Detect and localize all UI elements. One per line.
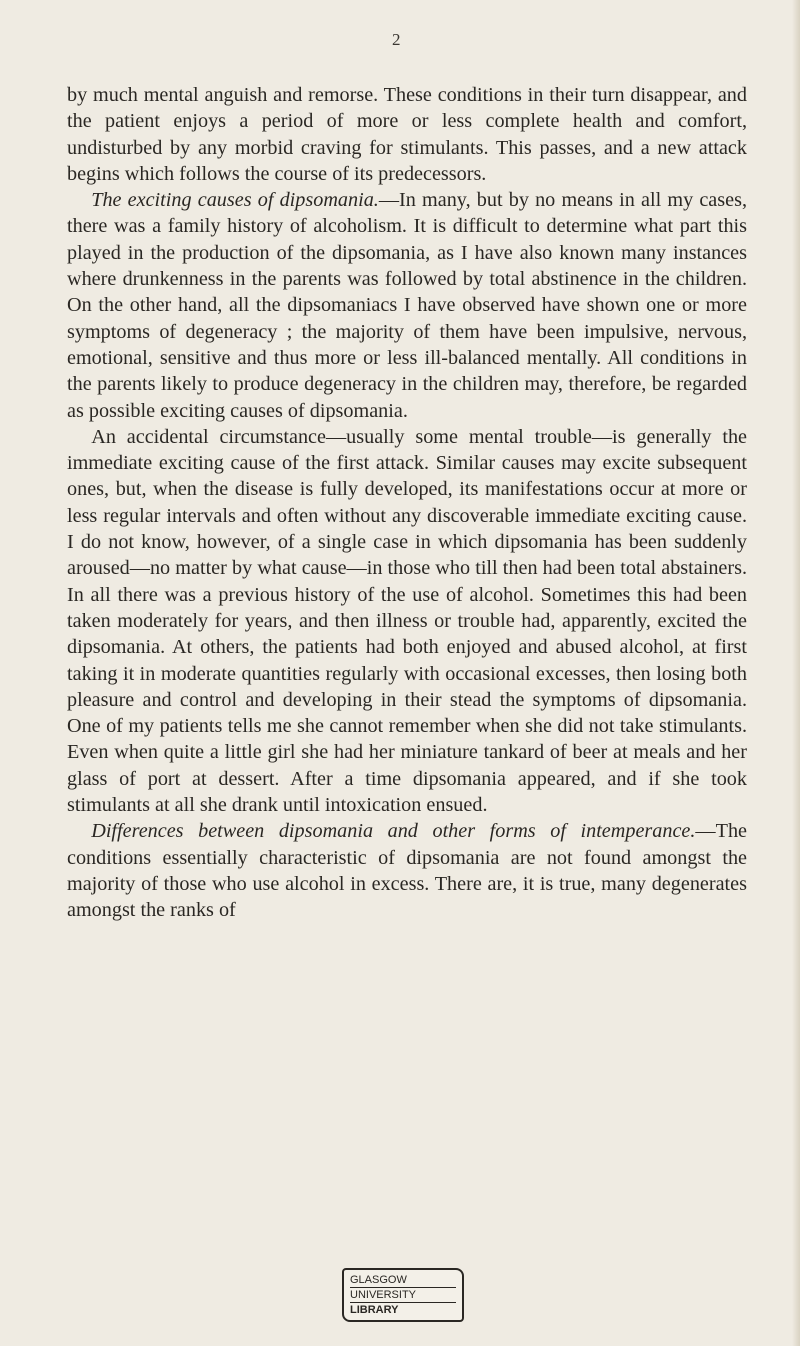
paragraph-3: [67, 424, 747, 818]
paragraph-text: by much mental anguish and remorse. These conditions in their turn disappear, and the patient enjoys a period of more or less complete health and comfort, undisturbed by any morbid craving for stimulants. This passes, and a new attack begins which follows the course of its predecessors.: [67, 84, 747, 185]
body-text: [67, 82, 747, 924]
paragraph-2: [67, 187, 747, 424]
stamp-line-2: UNIVERSITY: [350, 1289, 417, 1301]
page-edge-shadow: [792, 0, 800, 1346]
paragraph-text: An accidental circumstance—usually some mental trouble—is generally the immediate exciting cause of the first attack. Similar causes may excite subsequent ones, but, when the disease is fully developed, its manifestations occur at more or less regular intervals and often without any discoverable immediate exciting cause. I do not know, however, of a single case in which dipsomania has been suddenly aroused—no matter by what cause—in those who till then had been total abstainers. In all there was a previous history of the use of alcohol. Sometimes this had been taken moderately for years, and then illness or trouble had, apparently, excited the dipsomania. At others, the patients had both enjoyed and abused alcohol, at first taking it in moderate quantities regularly with occasional excesses, then losing both pleasure and control and developing in their stead the symptoms of dipsomania. One of my patients tells me she cannot remember when she did not take stimulants. Even when quite a little girl she had her miniature tankard of beer at meals and her glass of port at dessert. After a time dipsomania appeared, and if she took stimulants at all she drank until intoxication ensued.: [67, 425, 747, 817]
run-in-heading: The exciting causes of dipsomania.: [91, 189, 379, 212]
paragraph-4: [67, 818, 747, 923]
paragraph-text: —In many, but by no means in all my cases, there was a family history of alcoholism. It is difficult to determine what part this played in the production of the dipsomania, as I have also known many instances where drunkenness in the parents was followed by total abstinence in the children. On the other hand, all the dipsomaniacs I have observed have shown one or more symptoms of degeneracy ; the majority of them have been impulsive, nervous, emotional, sensitive and thus more or less ill-balanced mentally. All conditions in the parents likely to produce degeneracy in the children may, therefore, be regarded as possible exciting causes of dipsomania.: [67, 189, 747, 422]
stamp-line-3: LIBRARY: [350, 1302, 456, 1317]
stamp-line-1: GLASGOW: [350, 1273, 456, 1288]
run-in-heading: Differences between dipsomania and other forms of intemperance.: [91, 820, 696, 843]
library-stamp: [342, 1268, 464, 1322]
paragraph-1: [67, 82, 747, 187]
paragraph-text: —The conditions essentially characteristic of dipsomania are not found amongst the majority of those who use alcohol in excess. There are, it is true, many degenerates amongst the ranks of: [67, 820, 747, 922]
page-number: 2: [392, 30, 401, 49]
